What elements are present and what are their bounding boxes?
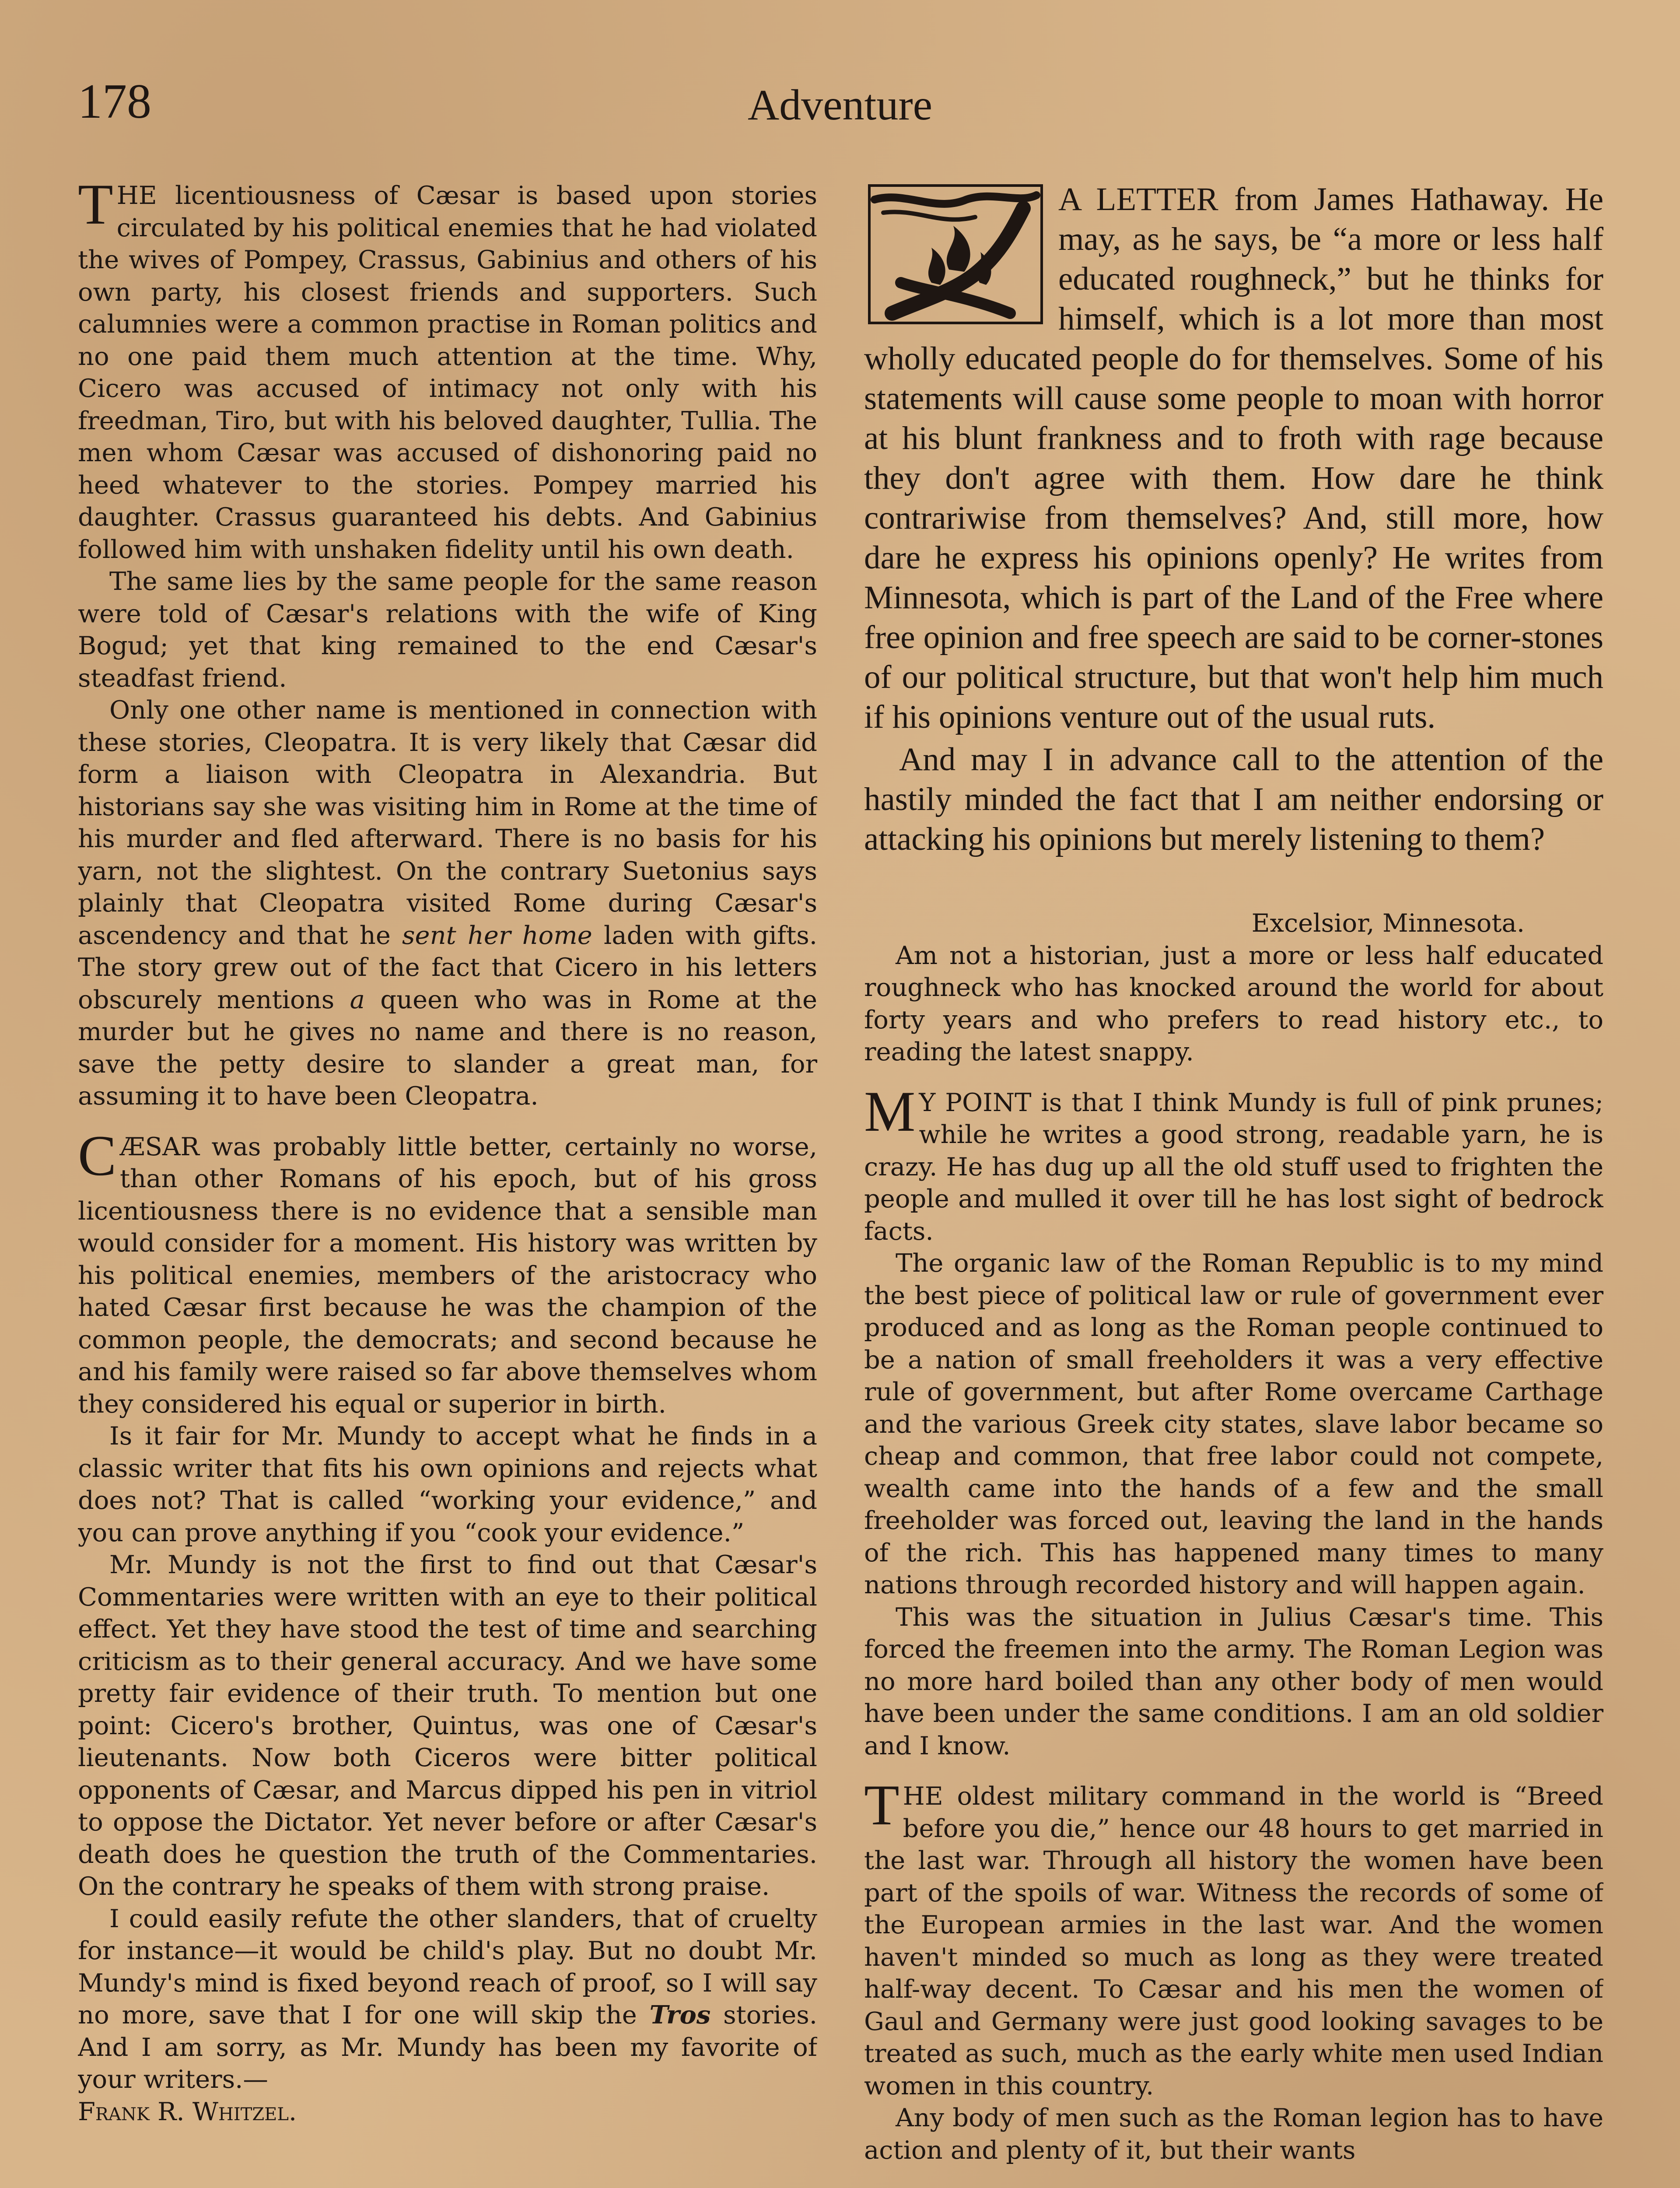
paragraph-text: HE licentiousness of Cæsar is based upon stories circulated by his political enemies that he had violated the wives of Pompey, Crassus, Gabinius and others of his own party, his closest friends and supporters. Such calumnies were a common practise in Roman politics and no one paid them much attention at the time. Why, Cicero was accused of intimacy not only with his freedman, Tiro, but with his beloved daughter, Tullia. The men whom Cæsar was accused of dishonoring paid no heed whatever to the stories. Pompey married his daughter. Crassus guaranteed his debts. And Gabinius followed him with unshaken fidelity until his own death. [78,181,817,564]
paragraph-julius-caesar-time: This was the situation in Julius Cæsar's time. This forced the freemen into the army. The Roman Legion was no more hard boiled than any other body of men would have been under the same conditions. I am an old soldier and I know. [864,1602,1603,1760]
paragraph-roughneck: Am not a historian, just a more or less half educated roughneck who has knocked around the world for about forty years and who prefers to read history etc., to reading the latest snappy. [864,940,1603,1066]
editor-intro-note: And may I in advance call to the attention of the hastily minded the fact that I am neither endorsing or attacking his opinions but merely listening to them? [864,741,1603,857]
paragraph-text: queen who was in Rome at the murder but he gives no name and there is no reason, save the petty desire to slander a great man, for assuming it to have been Cleopatra. [78,985,817,1111]
italic-title: Tros [649,2000,711,2030]
right-column [864,179,1603,2188]
paragraph-text: I could easily refute the other slanders, that of cruelty for instance—it would be child's play. But no doubt Mr. Mundy's mind is fixed beyond reach of proof, so I will say no more, save that I for one will skip the [78,1904,817,2030]
paragraph-roman-legion: Any body of men such as the Roman legion has to have action and plenty of it, but their wants [864,2103,1603,2165]
paragraph-king-bogud: The same lies by the same people for the same reason were told of Cæsar's relations with the wife of King Bogud; yet that king remained to the end Cæsar's steadfast friend. [78,567,817,693]
italic-phrase: sent her home [402,920,592,950]
paragraph-cleopatra [78,694,817,1112]
paragraph-caesar-epoch [78,1123,817,1420]
paragraph-text: stories. And I am sorry, as Mr. Mundy has been my favorite of your writers.— [78,2000,817,2094]
paragraph-military-command [864,1773,1603,2102]
paragraph-text: laden with gifts. The story grew out of the fact that Cicero in his letters obscurely mentions [78,920,817,1014]
paragraph-working-evidence: Is it fair for Mr. Mundy to accept what he finds in a classic writer that fits his own opinions and rejects what does not? That is called “working your evidence,” and you can prove anything if you “cook your evidence.” [78,1421,817,1547]
paragraph-organic-law: The organic law of the Roman Republic is to my mind the best piece of political law or rule of government ever produced and as long as the Roman people continued to be a nation of small freeholders it was a very effective rule of government, but after Rome overcame Carthage and the various Greek city states, slave labor became so cheap and common, that free labor could not compete, wealth came into the hands of a few and the small freeholder was forced out, leaving the land in the hands of the rich. This has happened many times to many nations through recorded history and will happen again. [864,1248,1603,1599]
paragraph-licentiousness [78,179,817,565]
drop-cap: T [864,1773,900,1837]
paragraph-text: Only one other name is mentioned in connection with these stories, Cleopatra. It is very likely that Cæsar did form a liaison with Cleopatra in Alexandria. But historians say she was visiting him in Rome at the time of his murder and fled afterward. There is no basis for his yarn, not the slightest. On the contrary Suetonius says plainly that Cleopatra visited Rome during Cæsar's ascendency and that he [78,695,817,950]
drop-cap: T [78,179,113,236]
left-column [78,179,817,2188]
page-number: 178 [78,74,151,129]
signature-name: Frank R. Whitzel. [78,2097,297,2126]
paragraph-commentaries: Mr. Mundy is not the first to find out that Cæsar's Commentaries were written with an eye to their political effect. Yet they have stood the test of time and searching criticism as to their general accuracy. And we have some pretty fair evidence of their truth. To mention but one point: Cicero's brother, Quintus, was one of Cæsar's lieutenants. Now both Ciceros were bitter political opponents of Cæsar, and Marcus dipped his pen in vitriol to oppose the Dictator. Yet never before or after Cæsar's death does he question the truth of the Commentaries. On the contrary he speaks of them with strong praise. [78,1550,817,1901]
magazine-title: Adventure [747,81,933,129]
paragraph-my-point [864,1079,1603,1248]
paragraph-text: Y POINT is that I think Mundy is full of pink prunes; while he writes a good strong, readable yarn, he is crazy. He has dug up all the old stuff used to frighten the people and mulled it over till he has lost sight of bedrock facts. [864,1087,1603,1246]
letter-dateline: Excelsior, Minnesota. [1251,908,1525,938]
campfire-ornament-icon [866,182,1045,326]
paragraph-text: HE oldest military command in the world is “Breed before you die,” hence our 48 hours to get married in the last war. Through all history the women have been part of the spoils of war. Witness the records of some of the European armies in the last war. And the women haven't minded so much as long as they were treated half-way decent. To Cæsar and his men the women of Gaul and Germany were just good looking savages to be treated as such, much as the early white men used Indian women in this country. [864,1781,1603,2100]
italic-word: a [350,985,365,1014]
paragraph-text: ÆSAR was probably little better, certainly no worse, than other Romans of his epoch, but of his gross licentiousness there is no evidence that a sensible man would consider for a moment. His history was written by his political enemies, members of the aristocracy who hated Cæsar first because he was the champion of the common people, the democrats; and second because he and his family were raised so far above themselves whom they considered his equal or superior in birth. [78,1132,817,1419]
letter-signature [78,2096,817,2128]
editor-intro-letter: A LETTER from James Hathaway. He may, as he says, be “a more or less half educated roughneck,” but he thinks for himself, which is a lot more than most wholly educated people do for themselves. Some of his statements will cause some people to moan with horror at his blunt frankness and to froth with rage because they don't agree with them. How dare he think contrariwise from themselves? And, still more, how dare he express his opinions openly? He writes from Minnesota, which is part of the Land of the Free where free opinion and free speech are said to be corner-stones of our political structure, but that won't help him much if his opinions venture out of the usual ruts. [864,181,1603,735]
drop-cap: C [78,1123,117,1188]
drop-cap: M [864,1079,916,1143]
paragraph-refute-slanders [78,1903,817,2096]
